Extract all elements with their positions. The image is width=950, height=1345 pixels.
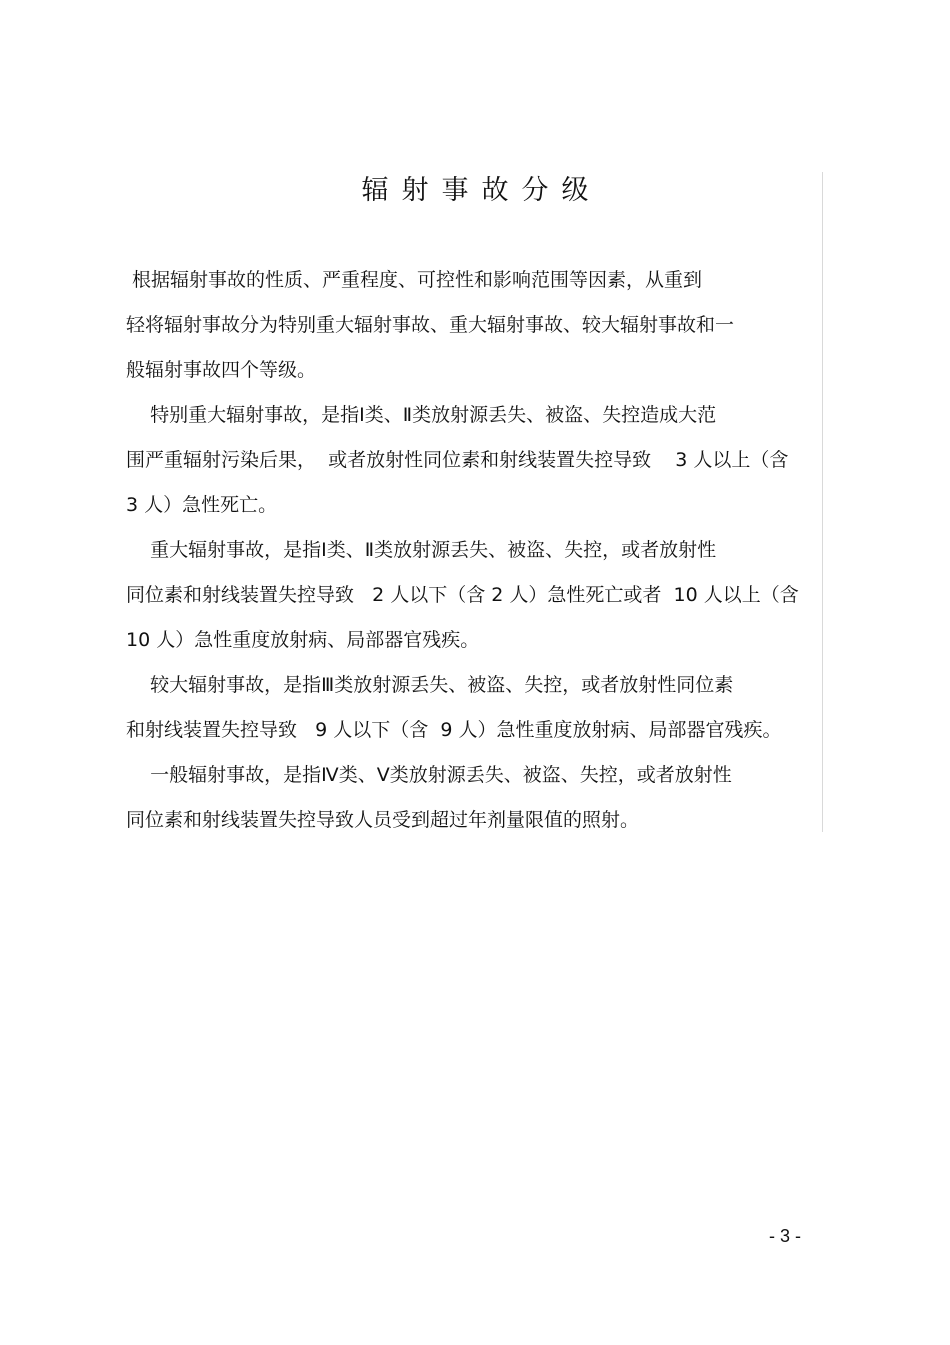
text-line: 较大辐射事故，是指Ⅲ类放射源丢失、被盗、失控，或者放射性同位素: [126, 674, 734, 696]
text-line: 10 人）急性重度放射病、局部器官残疾。: [126, 629, 480, 651]
text-line: 一般辐射事故，是指Ⅳ类、Ⅴ类放射源丢失、被盗、失控，或者放射性: [126, 764, 732, 786]
text-line: 同位素和射线装置失控导致 2 人以下（含 2 人）急性死亡或者 10 人以上（含: [126, 584, 799, 606]
text-line: 般辐射事故四个等级。: [126, 359, 317, 381]
text-line: 同位素和射线装置失控导致人员受到超过年剂量限值的照射。: [126, 809, 640, 831]
page-number: - 3 -: [768, 1226, 801, 1246]
text-line: 根据辐射事故的性质、严重程度、可控性和影响范围等因素，从重到: [126, 269, 703, 291]
margin-rule: [822, 172, 823, 832]
text-line: 特别重大辐射事故，是指Ⅰ类、Ⅱ类放射源丢失、被盗、失控造成大范: [126, 404, 717, 426]
text-line: 轻将辐射事故分为特别重大辐射事故、重大辐射事故、较大辐射事故和一: [126, 314, 735, 336]
text-line: 和射线装置失控导致 9 人以下（含 9 人）急性重度放射病、局部器官残疾。: [126, 719, 782, 741]
text-line: 重大辐射事故，是指Ⅰ类、Ⅱ类放射源丢失、被盗、失控，或者放射性: [126, 539, 717, 561]
document-title: 辐射事故分级: [361, 175, 602, 206]
text-line: 3 人）急性死亡。: [126, 494, 278, 516]
text-line: 围严重辐射污染后果， 或者放射性同位素和射线装置失控导致 3 人以上（含: [126, 449, 789, 471]
